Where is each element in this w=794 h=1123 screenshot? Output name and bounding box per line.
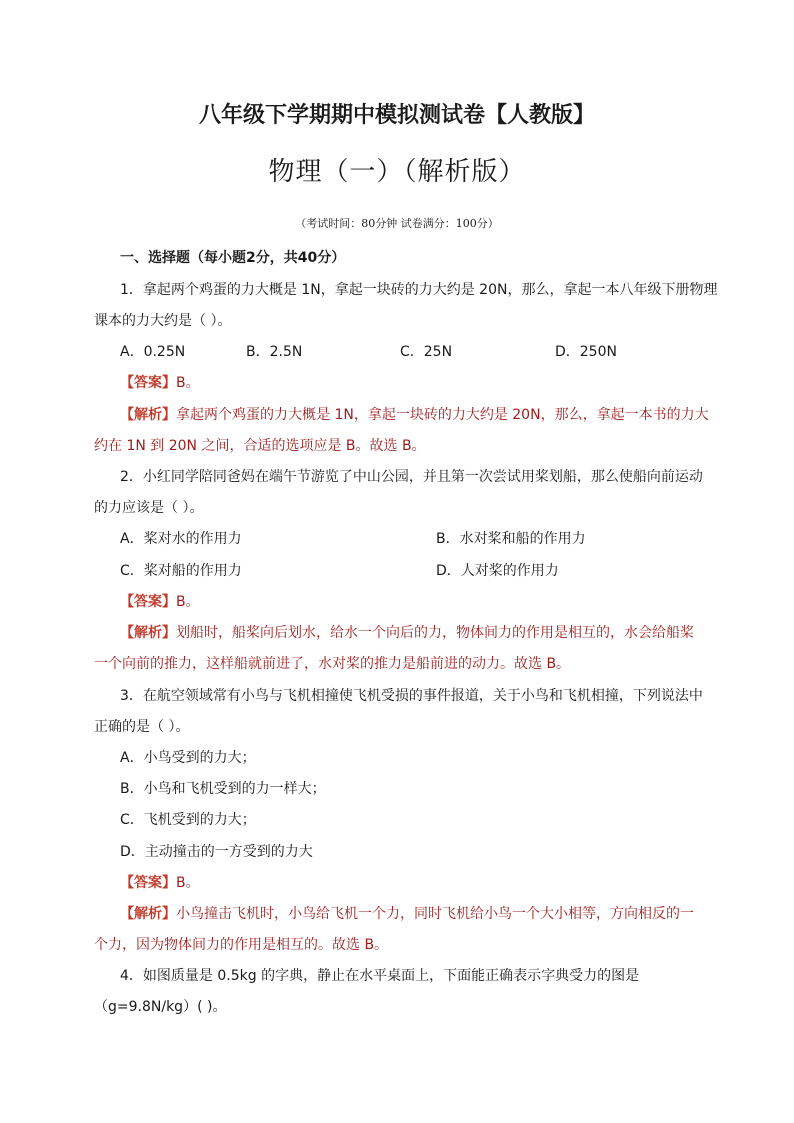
analysis-tag: 【解析】 bbox=[120, 407, 176, 423]
q3-analysis-line1 bbox=[120, 904, 694, 924]
answer-tag: 【答案】 bbox=[120, 594, 176, 610]
q3-option-a: A．小鸟受到的力大； bbox=[120, 750, 256, 766]
q2-option-b: B．水对桨和船的作用力 bbox=[436, 531, 586, 547]
q3-stem-line1: 3．在航空领域常有小鸟与飞机相撞使飞机受损的事件报道，关于小鸟和飞机相撞，下列说法中 bbox=[120, 688, 703, 704]
q2-option-d: D．人对桨的作用力 bbox=[436, 563, 559, 579]
q3-option-b: B．小鸟和飞机受到的力一样大； bbox=[120, 781, 326, 797]
analysis-text: 小鸟撞击飞机时，小鸟给飞机一个力，同时飞机给小鸟一个大小相等，方向相反的一 bbox=[176, 906, 694, 922]
analysis-tag: 【解析】 bbox=[120, 906, 176, 922]
q1-stem-line2: 课本的力大约是（ ）。 bbox=[94, 313, 232, 329]
answer-value: B。 bbox=[176, 375, 200, 391]
answer-value: B。 bbox=[176, 875, 200, 891]
q1-option-d: D．250N bbox=[555, 344, 617, 360]
q3-analysis-line2: 个力，因为物体间力的作用是相互的。故选 B。 bbox=[94, 937, 389, 953]
q3-option-d: D．主动撞击的一方受到的力大 bbox=[120, 844, 313, 860]
q3-answer bbox=[120, 873, 200, 893]
analysis-tag: 【解析】 bbox=[120, 625, 176, 641]
q4-stem-line1: 4．如图质量是 0.5kg 的字典，静止在水平桌面上，下面能正确表示字典受力的图是 bbox=[120, 968, 640, 984]
q1-analysis-line2: 约在 1N 到 20N 之间，合适的选项应是 B。故选 B。 bbox=[94, 438, 426, 454]
exam-info: （考试时间：80分钟 试卷满分：100分） bbox=[295, 217, 499, 230]
q1-option-a: A．0.25N bbox=[120, 344, 186, 360]
q2-option-c: C．桨对船的作用力 bbox=[120, 563, 242, 579]
analysis-text: 划船时，船桨向后划水，给水一个向后的力，物体间力的作用是相互的，水会给船桨 bbox=[176, 625, 694, 641]
q1-stem-line1: 1．拿起两个鸡蛋的力大概是 1N，拿起一块砖的力大约是 20N，那么，拿起一本八年级下册物理 bbox=[120, 282, 718, 298]
q2-stem-line1: 2．小红同学陪同爸妈在端午节游览了中山公园，并且第一次尝试用桨划船，那么使船向前运动 bbox=[120, 469, 703, 485]
answer-tag: 【答案】 bbox=[120, 875, 176, 891]
analysis-text: 拿起两个鸡蛋的力大概是 1N，拿起一块砖的力大约是 20N，那么，拿起一本书的力大 bbox=[176, 407, 709, 423]
q1-answer bbox=[120, 373, 200, 393]
answer-tag: 【答案】 bbox=[120, 375, 176, 391]
q2-option-a: A．桨对水的作用力 bbox=[120, 531, 242, 547]
q1-analysis-line1 bbox=[120, 405, 709, 425]
q2-analysis-line1 bbox=[120, 623, 694, 643]
q2-analysis-line2: 一个向前的推力，这样船就前进了，水对桨的推力是船前进的动力。故选 B。 bbox=[94, 656, 571, 672]
q3-stem-line2: 正确的是（ ）。 bbox=[94, 719, 190, 735]
q4-stem-line2: （g=9.8N/kg）( )。 bbox=[94, 999, 227, 1015]
q2-answer bbox=[120, 592, 200, 612]
document-title: 八年级下学期期中模拟测试卷【人教版】 bbox=[198, 102, 595, 128]
answer-value: B。 bbox=[176, 594, 200, 610]
document-subtitle: 物理（一）（解析版） bbox=[268, 157, 526, 187]
q3-option-c: C．飞机受到的力大； bbox=[120, 812, 256, 828]
q2-stem-line2: 的力应该是（ ）。 bbox=[94, 500, 204, 516]
q1-option-c: C．25N bbox=[400, 344, 453, 360]
q1-option-b: B．2.5N bbox=[246, 344, 303, 360]
section-heading-choice: 一、选择题（每小题2分，共40分） bbox=[120, 250, 346, 266]
